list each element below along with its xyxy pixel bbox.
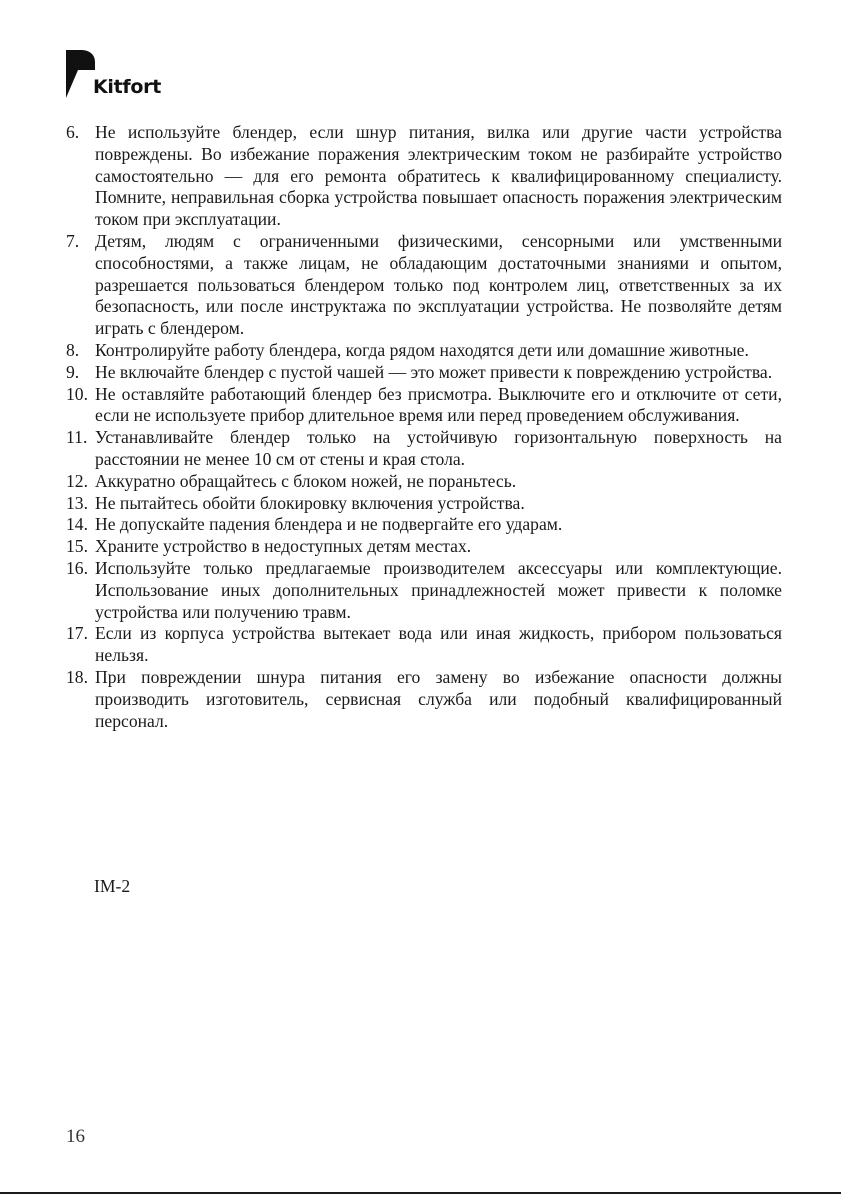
list-item bbox=[66, 623, 782, 667]
item-text: Используйте только предлагаемые производителем аксессуары или комплектующие. Использование иных дополнительных принадлежностей может привести к поломке устройства или получению травм. bbox=[95, 557, 782, 622]
item-number: 7. bbox=[66, 230, 80, 251]
list-item bbox=[66, 362, 782, 384]
item-number: 14. bbox=[66, 514, 88, 535]
list-item bbox=[66, 471, 782, 493]
list-item bbox=[66, 558, 782, 623]
list-item bbox=[66, 427, 782, 471]
item-number: 12. bbox=[66, 470, 88, 491]
item-text: Если из корпуса устройства вытекает вода или иная жидкость, прибором пользоваться нельзя. bbox=[95, 623, 782, 666]
instruction-list bbox=[66, 122, 782, 732]
list-item bbox=[66, 340, 782, 362]
list-item bbox=[66, 231, 782, 340]
list-item bbox=[66, 493, 782, 515]
brand-name: Kitfort bbox=[93, 76, 161, 98]
item-text: Устанавливайте блендер только на устойчивую горизонтальную поверхность на расстоянии не менее 10 см от стены и края стола. bbox=[95, 427, 782, 469]
item-number: 9. bbox=[66, 361, 80, 382]
item-text: При повреждении шнура питания его замену во избежание опасности должны производить изготовитель, сервисная служба или подобный квалифицированный персонал. bbox=[95, 666, 782, 731]
list-item bbox=[66, 667, 782, 732]
item-text: Не оставляйте работающий блендер без присмотра. Выключите его и отключите от сети, если не используете прибор длительное время или перед проведением обслуживания. bbox=[95, 383, 782, 426]
kitfort-logo bbox=[66, 50, 176, 102]
item-text: Храните устройство в недоступных детям местах. bbox=[95, 536, 472, 557]
item-number: 13. bbox=[66, 492, 88, 513]
document-code: IM-2 bbox=[94, 876, 131, 896]
item-number: 16. bbox=[66, 557, 88, 578]
item-text: Детям, людям с ограниченными физическими, сенсорными или умственными способностями, а также лицам, не обладающим достаточными знаниями и опытом, разрешается пользоваться блендером только под контролем лиц, ответственных за их безопасность, или после инструктажа по эксплуатации устройства. Не позволяйте детям играть с блендером. bbox=[95, 230, 782, 339]
item-text: Не допускайте падения блендера и не подвергайте его ударам. bbox=[95, 514, 563, 535]
page-number: 16 bbox=[66, 1126, 85, 1147]
item-number: 11. bbox=[66, 427, 88, 448]
item-number: 8. bbox=[66, 339, 80, 360]
list-item bbox=[66, 122, 782, 231]
kitfort-logo-icon bbox=[66, 50, 96, 100]
item-number: 15. bbox=[66, 536, 88, 557]
item-number: 6. bbox=[66, 122, 80, 142]
safety-instructions bbox=[66, 122, 782, 732]
item-number: 18. bbox=[66, 666, 88, 687]
item-number: 17. bbox=[66, 623, 88, 644]
item-number: 10. bbox=[66, 383, 88, 404]
list-item bbox=[66, 536, 782, 558]
item-text: Не пытайтесь обойти блокировку включения устройства. bbox=[95, 492, 525, 513]
item-text: Аккуратно обращайтесь с блоком ножей, не пораньтесь. bbox=[95, 470, 517, 491]
list-item bbox=[66, 384, 782, 428]
item-text: Не включайте блендер с пустой чашей — это может привести к повреждению устройства. bbox=[95, 361, 773, 382]
item-text: Контролируйте работу блендера, когда рядом находятся дети или домашние животные. bbox=[95, 339, 749, 360]
item-text: Не используйте блендер, если шнур питания, вилка или другие части устройства повреждены. Во избежание поражения электрическим током не разбирайте устройство самостоятельно — для его ремонта обратитесь к квалифицированному специалисту. Помните, неправильная сборка устройства повышает опасность поражения электрическим током при эксплуатации. bbox=[95, 122, 782, 230]
list-item bbox=[66, 514, 782, 536]
